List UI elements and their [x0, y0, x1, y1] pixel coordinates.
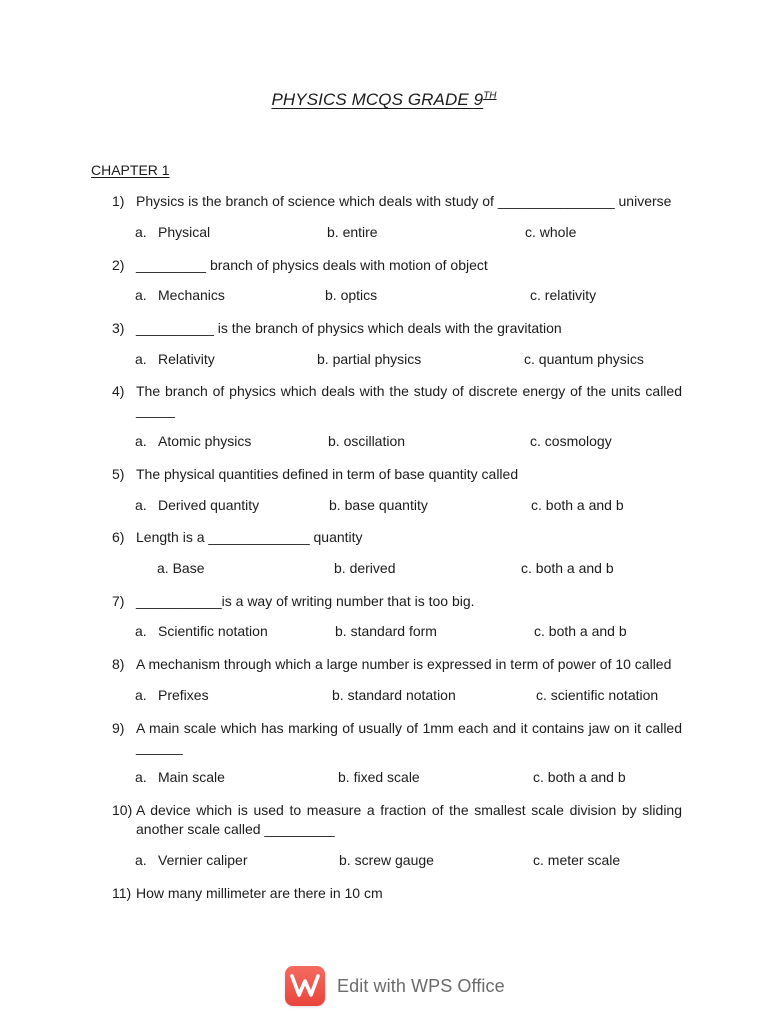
answer-options [135, 351, 695, 371]
question-text: __________ is the branch of physics which deals with the gravitation [136, 320, 562, 336]
question-number: 3) [112, 320, 125, 336]
option-c: c. quantum physics [524, 351, 644, 367]
answer-options [135, 852, 695, 872]
question-text: ___________is a way of writing number that is too big. [136, 593, 475, 609]
option-b: b. standard form [335, 623, 437, 639]
question-number: 2) [112, 257, 125, 273]
option-c: c. scientific notation [536, 687, 659, 703]
option-a: a. Scientific notation [135, 623, 268, 639]
option-a: a. Derived quantity [135, 497, 260, 513]
option-b: b. standard notation [332, 687, 456, 703]
option-c: c. both a and b [533, 769, 626, 785]
option-c: c. both a and b [521, 560, 614, 576]
question-item [112, 719, 682, 757]
option-a: a. Prefixes [135, 687, 209, 703]
question-text: A mechanism through which a large number is expressed in term of power of 10 called [136, 656, 672, 672]
title-superscript: TH [483, 90, 497, 102]
option-a: a. Atomic physics [135, 433, 252, 449]
option-a: a. Physical [135, 224, 211, 240]
question-number: 11) [112, 885, 132, 901]
answer-options [135, 769, 695, 789]
question-text: Length is a _____________ quantity [136, 529, 363, 545]
question-text: The physical quantities defined in term of base quantity called [136, 466, 519, 482]
answer-options [135, 287, 695, 307]
option-c: c. relativity [530, 287, 597, 303]
option-b: b. screw gauge [339, 852, 434, 868]
document-title [0, 90, 768, 110]
option-a: a. Base [157, 560, 205, 576]
question-item [112, 256, 682, 275]
question-item [112, 192, 682, 211]
option-b: b. base quantity [329, 497, 428, 513]
question-number: 6) [112, 529, 125, 545]
wps-edit-link[interactable]: Edit with WPS Office [337, 975, 505, 996]
answer-options [135, 433, 695, 453]
question-text: _________ branch of physics deals with motion of object [136, 257, 488, 273]
question-text: A device which is used to measure a fraction of the smallest scale division by sliding another scale called _________ [136, 802, 682, 837]
option-a: a. Vernier caliper [135, 852, 248, 868]
option-a: a. Relativity [135, 351, 215, 367]
option-b: b. derived [334, 560, 396, 576]
question-number: 1) [112, 193, 125, 209]
option-b: b. optics [325, 287, 378, 303]
question-number: 4) [112, 383, 125, 399]
answer-options [135, 687, 695, 707]
answer-options [135, 224, 695, 244]
title-text: PHYSICS MCQS GRADE 9 [271, 90, 484, 109]
question-number: 9) [112, 720, 125, 736]
option-c: c. both a and b [534, 623, 627, 639]
question-text: How many millimeter are there in 10 cm [136, 885, 383, 901]
question-item [112, 801, 682, 839]
question-item [112, 655, 682, 674]
option-c: c. whole [525, 224, 577, 240]
answer-options [135, 560, 695, 580]
option-c: c. both a and b [531, 497, 624, 513]
option-c: c. cosmology [530, 433, 612, 449]
chapter-heading: CHAPTER 1 [91, 162, 170, 178]
question-text: Physics is the branch of science which deals with study of _______________ universe [136, 193, 672, 209]
question-number: 7) [112, 593, 125, 609]
answer-options [135, 623, 695, 643]
question-item [112, 382, 682, 420]
option-b: b. entire [327, 224, 378, 240]
question-item [112, 592, 682, 611]
question-item [112, 465, 682, 484]
question-item [112, 528, 682, 547]
option-b: b. fixed scale [338, 769, 420, 785]
option-a: a. Mechanics [135, 287, 225, 303]
question-text: The branch of physics which deals with the study of discrete energy of the units called _____ [136, 383, 682, 418]
question-number: 5) [112, 466, 125, 482]
question-number: 10) [112, 802, 133, 818]
option-b: b. partial physics [317, 351, 422, 367]
question-text: A main scale which has marking of usually of 1mm each and it contains jaw on it called ______ [136, 720, 682, 755]
answer-options [135, 497, 695, 517]
question-item [112, 884, 682, 903]
question-item [112, 319, 682, 338]
option-c: c. meter scale [533, 852, 621, 868]
wps-watermark[interactable] [285, 964, 505, 1008]
question-number: 8) [112, 656, 125, 672]
wps-w-logo-icon[interactable] [285, 966, 325, 1006]
option-a: a. Main scale [135, 769, 225, 785]
option-b: b. oscillation [328, 433, 406, 449]
